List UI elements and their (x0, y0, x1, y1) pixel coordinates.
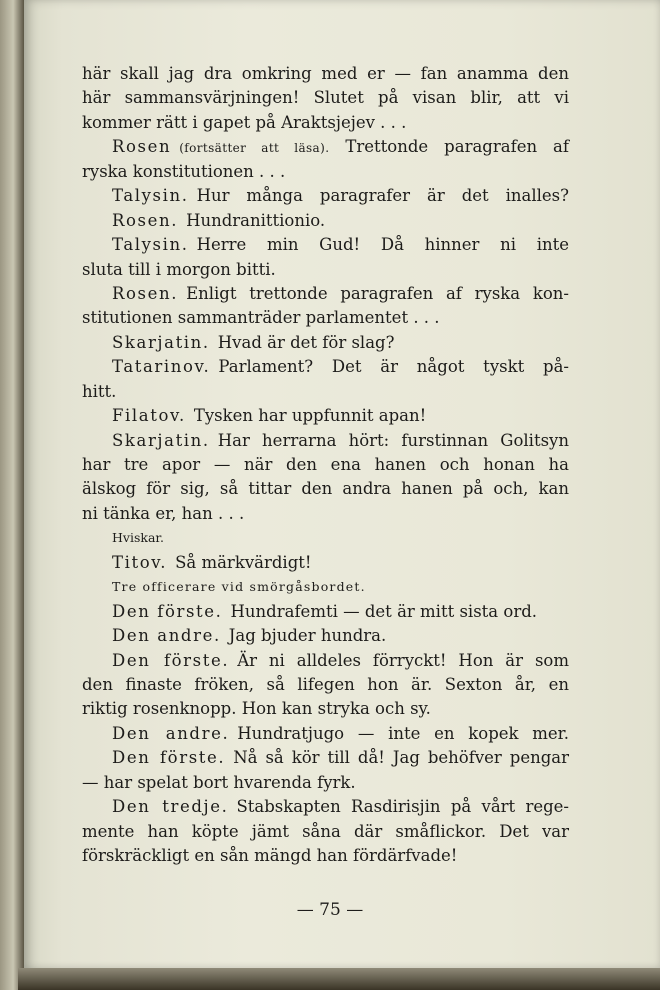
line-text: Hundranittionio. (186, 210, 326, 230)
speaker-name: Den tredje. (112, 797, 229, 817)
speaker-name: Den andre. (112, 626, 221, 646)
line-text: Hur många paragrafer är det inalles? (196, 186, 569, 206)
page-bottom-edge (18, 968, 660, 990)
text-line: den finaste fröken, så lifegen hon är. Sexton år, en (82, 674, 569, 694)
line-text: Parlament? Det är något tyskt på- (218, 357, 569, 377)
speaker-name: Skarjatin. (112, 430, 210, 450)
dialogue-line (82, 600, 569, 624)
line-text: Hundrafemti — det är mitt sista ord. (230, 601, 538, 621)
dialogue-line (82, 795, 569, 819)
speaker-name: Den andre. (112, 723, 230, 743)
line-text: Har herrarna hört: furstinnan Golitsyn (217, 430, 569, 450)
line-text: Hvad är det för slag? (217, 332, 395, 352)
speaker-name: Rosen. (112, 210, 179, 230)
dialogue-line (82, 429, 569, 453)
text-line: här skall jag dra omkring med er — fan anamma den (82, 64, 569, 83)
text-line: älskog för sig, så tittar den andra hanen på och, kan (82, 479, 569, 499)
dialogue-line (82, 551, 569, 575)
text-line: kommer rätt i gapet på Araktsjejev . . . (82, 112, 407, 132)
dialogue-line (82, 209, 569, 233)
dialogue-line (82, 331, 569, 355)
dialogue-line (82, 355, 569, 379)
speaker-name: Den förste. (112, 601, 223, 621)
line-text: Trettonde paragrafen af (345, 137, 569, 157)
stage-direction: (fortsätter att läsa). (179, 141, 330, 156)
speaker-name: Talysin. (112, 186, 189, 206)
dialogue-line (82, 746, 569, 770)
line-text: Nå så kör till då! Jag behöfver pengar (233, 748, 569, 768)
line-text: Jag bjuder hundra. (228, 626, 387, 646)
line-text: Enligt trettonde paragrafen af ryska kon- (186, 283, 569, 303)
speaker-name: Tatarinov. (112, 357, 211, 377)
speaker-name: Filatov. (112, 406, 186, 426)
book-spine (0, 0, 24, 990)
line-text: Stabskapten Rasdirisjin på vårt rege- (236, 797, 569, 817)
dialogue-line (82, 282, 569, 306)
text-line: stitutionen sammanträder parlamentet . . . (82, 308, 440, 328)
speaker-name: Skarjatin. (112, 332, 210, 352)
page-number: — 75 — (296, 900, 364, 920)
speaker-name: Den förste. (112, 650, 230, 670)
line-text: Så märkvärdigt! (175, 552, 312, 572)
text-line: har tre apor — när den ena hanen och honan ha (82, 455, 569, 474)
line-text: Är ni alldeles förryckt! Hon är som (237, 650, 569, 670)
dialogue-line (82, 624, 569, 648)
page-body-text (82, 62, 569, 868)
line-text: Herre min Gud! Då hinner ni inte (196, 235, 569, 255)
text-line: sluta till i morgon bitti. (82, 259, 276, 279)
speaker-name: Talysin. (112, 235, 189, 255)
text-line: riktig rosenknopp. Hon kan stryka och sy. (82, 699, 431, 719)
dialogue-line (82, 233, 569, 257)
text-line: hitt. (82, 381, 117, 401)
stage-direction: Tre officerare vid smörgåsbordet. (112, 579, 366, 595)
speaker-name: Den förste. (112, 748, 226, 768)
dialogue-line (82, 649, 569, 673)
line-text: Tysken har uppfunnit apan! (193, 406, 427, 426)
text-line: förskräckligt en sån mängd han fördärfvade! (82, 846, 458, 865)
text-line: här sammansvärjningen! Slutet på visan blir, att vi (82, 88, 569, 108)
speaker-name: Rosen (112, 137, 172, 157)
text-line: ryska konstitutionen . . . (82, 161, 286, 181)
dialogue-line (82, 404, 569, 428)
text-line: ni tänka er, han . . . (82, 503, 245, 523)
stage-direction: Hviskar. (112, 530, 164, 546)
speaker-name: Titov. (112, 552, 168, 572)
text-line: — har spelat bort hvarenda fyrk. (82, 772, 356, 792)
dialogue-line (82, 135, 569, 159)
dialogue-line (82, 722, 569, 746)
text-line: mente han köpte jämt såna där småflickor. Det var (82, 821, 569, 841)
line-text: Hundratjugo — inte en kopek mer. (237, 723, 569, 743)
dialogue-line (82, 184, 569, 208)
speaker-name: Rosen. (112, 283, 179, 303)
